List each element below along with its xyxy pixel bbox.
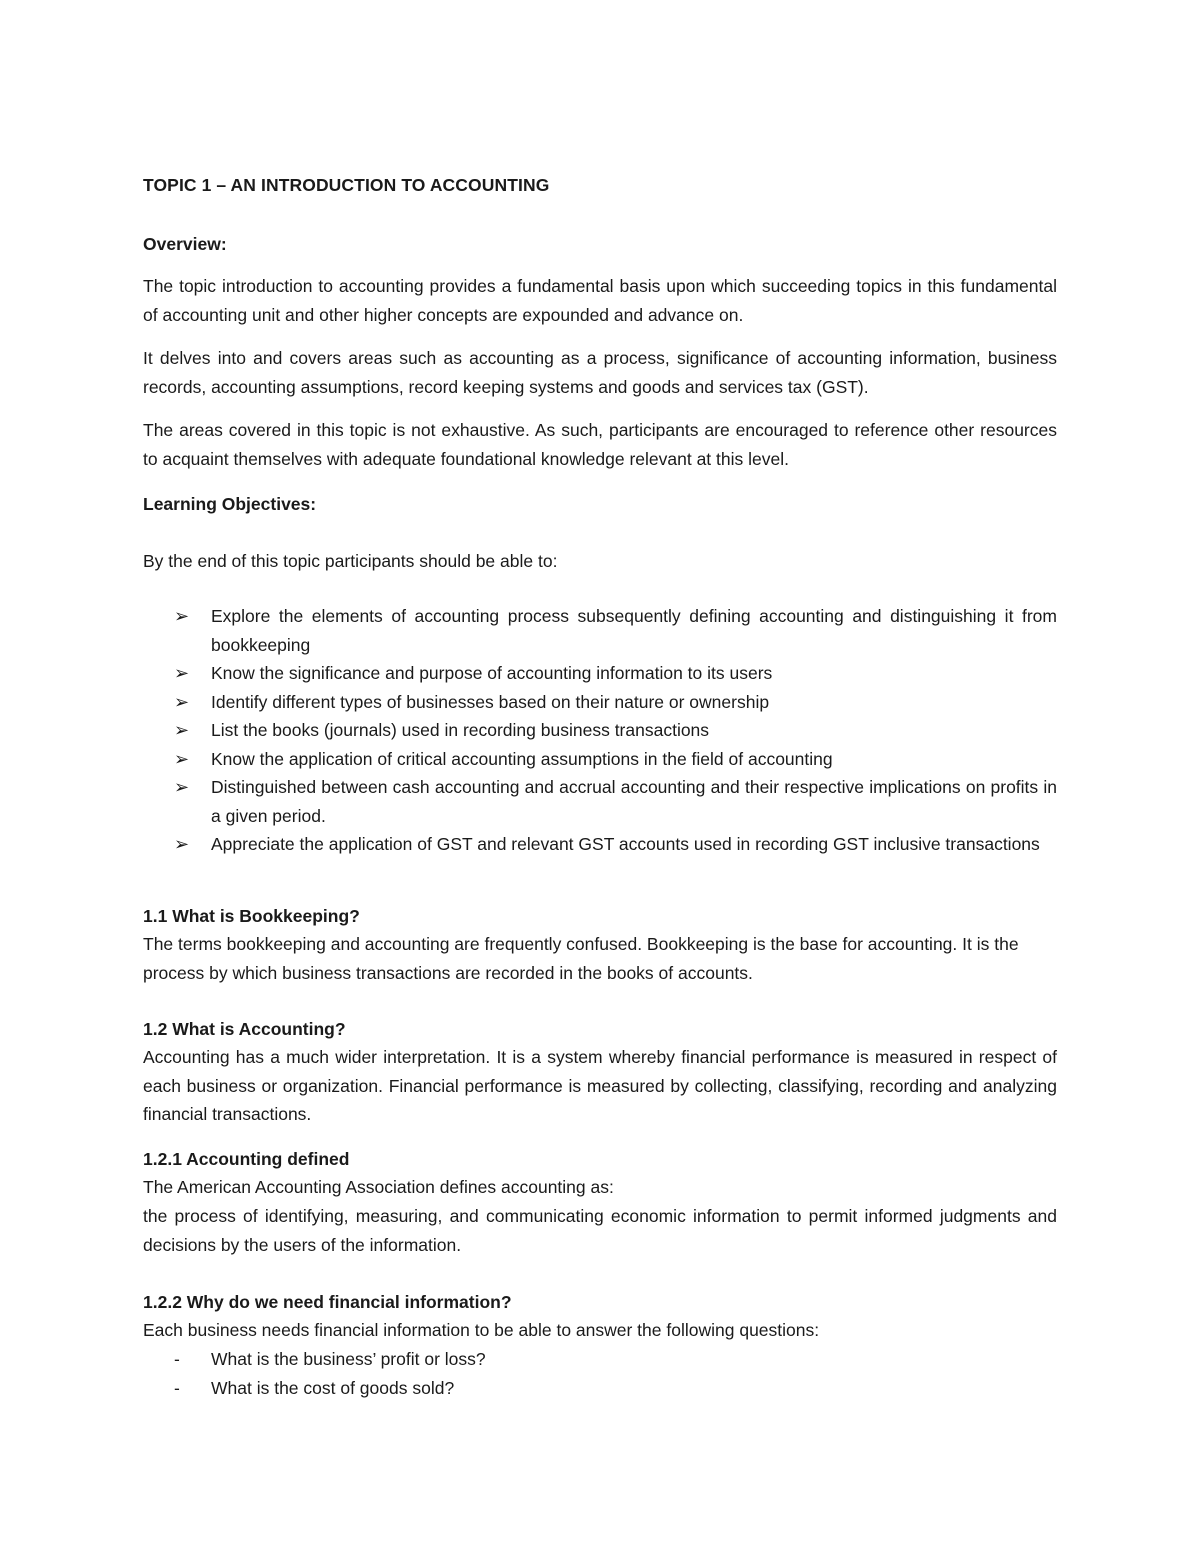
objective-text: Know the application of critical accounting assumptions in the field of accounting xyxy=(211,748,833,769)
section-1-2-1-heading: 1.2.1 Accounting defined xyxy=(143,1149,350,1169)
dash-bullet-icon: - xyxy=(174,1349,180,1369)
list-item xyxy=(143,659,1057,688)
list-item xyxy=(143,688,1057,717)
list-item xyxy=(143,1345,1057,1374)
list-item xyxy=(143,1374,1057,1403)
overview-heading: Overview: xyxy=(143,234,227,254)
objectives-heading: Learning Objectives: xyxy=(143,494,317,514)
section-1-2-2-intro: Each business needs financial information to be able to answer the following questions: xyxy=(143,1320,820,1340)
arrow-bullet-icon: ➢ xyxy=(174,691,190,712)
objective-text: Know the significance and purpose of accounting information to its users xyxy=(211,663,773,683)
dash-bullet-icon: - xyxy=(174,1377,180,1398)
list-item xyxy=(143,602,1057,659)
questions-list xyxy=(143,1345,1057,1402)
objectives-intro: By the end of this topic participants should be able to: xyxy=(143,551,558,571)
section-1-2-2-heading: 1.2.2 Why do we need financial information? xyxy=(143,1292,512,1312)
overview-paragraph-3: The areas covered in this topic is not exhaustive. As such, participants are encouraged to reference other resources to acquaint themselves with adequate foundational knowledge relevant at this level. xyxy=(143,420,1057,469)
arrow-bullet-icon: ➢ xyxy=(174,606,190,626)
arrow-bullet-icon: ➢ xyxy=(174,663,190,683)
list-item xyxy=(143,745,1057,774)
list-item xyxy=(143,716,1057,745)
section-1-1-heading: 1.1 What is Bookkeeping? xyxy=(143,906,360,926)
overview-paragraph-2: It delves into and covers areas such as accounting as a process, significance of accounting information, business records, accounting assumptions, record keeping systems and goods and services tax (GST). xyxy=(143,348,1057,397)
section-1-2-body: Accounting has a much wider interpretation. It is a system whereby financial performance is measured in respect of each business or organization. Financial performance is measured by collecting, classifying, recording and analyzing financial transactions. xyxy=(143,1047,1057,1124)
objectives-list xyxy=(143,602,1057,859)
section-1-2-1-definition: the process of identifying, measuring, and communicating economic information to permit informed judgments and decisions by the users of the information. xyxy=(143,1206,1057,1255)
page-title: TOPIC 1 – AN INTRODUCTION TO ACCOUNTING xyxy=(143,175,550,195)
section-1-1-body: The terms bookkeeping and accounting are frequently confused. Bookkeeping is the base for accounting. It is the process by which business transactions are recorded in the books of accounts. xyxy=(143,934,1019,983)
question-text: What is the cost of goods sold? xyxy=(211,1377,455,1398)
list-item xyxy=(143,773,1057,830)
arrow-bullet-icon: ➢ xyxy=(174,720,190,740)
objective-text: Distinguished between cash accounting and accrual accounting and their respective implications on profits in a given period. xyxy=(211,777,1057,826)
objective-text: Explore the elements of accounting process subsequently defining accounting and distinguishing it from bookkeeping xyxy=(211,606,1057,655)
objective-text: Appreciate the application of GST and relevant GST accounts used in recording GST inclusive transactions xyxy=(211,834,1040,854)
section-1-2-heading: 1.2 What is Accounting? xyxy=(143,1019,346,1039)
section-1-2-1-line: The American Accounting Association defines accounting as: xyxy=(143,1177,614,1197)
question-text: What is the business’ profit or loss? xyxy=(211,1349,486,1369)
arrow-bullet-icon: ➢ xyxy=(174,777,190,797)
arrow-bullet-icon: ➢ xyxy=(174,748,190,769)
objective-text: List the books (journals) used in recording business transactions xyxy=(211,720,710,740)
arrow-bullet-icon: ➢ xyxy=(174,834,190,854)
overview-paragraph-1: The topic introduction to accounting provides a fundamental basis upon which succeeding topics in this fundamental of accounting unit and other higher concepts are expounded and advance on. xyxy=(143,276,1057,325)
objective-text: Identify different types of businesses based on their nature or ownership xyxy=(211,691,770,712)
list-item xyxy=(143,830,1057,859)
